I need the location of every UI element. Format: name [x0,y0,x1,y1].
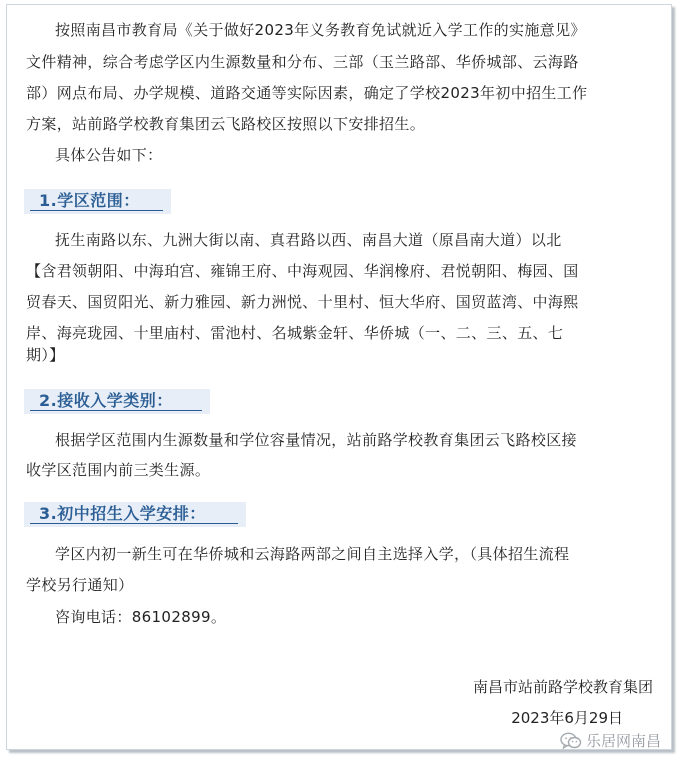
wechat-icon [560,732,582,750]
announcement-text: 具体公告如下： [55,146,163,164]
section-line: 根据学区范围内生源数量和学位容量情况，站前路学校教育集团云飞路校区接 [55,431,577,449]
section-line: 期）】 [26,346,65,364]
intro-line: 按照南昌市教育局《关于做好2023年义务教育免试就近入学工作的实施意见》 [55,21,586,39]
heading-underline [30,410,202,411]
section-heading-admission-category [24,389,210,414]
section-heading-label: 1.学区范围： [39,191,140,210]
section-line: 贸春天、国贸阳光、新力雅园、新力洲悦、十里村、恒大华府、国贸蓝湾、中海熙 [26,293,579,311]
intro-line: 文件精神，综合考虑学区内生源数量和分布、三部（玉兰路部、华侨城部、云海路 [26,53,579,71]
intro-line: 部）网点布局、办学规模、道路交通等实际因素，确定了学校2023年初中招生工作 [26,84,588,102]
footer-date: 2023年6月29日 [511,709,623,727]
watermark [560,730,661,751]
watermark-text: 乐居网南昌 [585,732,661,750]
section-line: 【含君领朝阳、中海珀宫、雍锦王府、中海观园、华润橡府、君悦朝阳、梅园、国 [26,262,579,280]
section-heading-school-district [24,189,171,214]
section-line: 收学区范围内前三类生源。 [26,461,211,479]
section-line: 学区内初一新生可在华侨城和云海路两部之间自主选择入学，（具体招生流程 [55,545,570,563]
section-heading-label: 3.初中招生入学安排： [39,504,206,523]
section-heading-enrollment-arrangement [24,502,246,527]
section-line: 抚生南路以东、九洲大街以南、真君路以西、南昌大道（原昌南大道）以北 [55,231,562,249]
intro-line: 方案，站前路学校教育集团云飞路校区按照以下安排招生。 [26,115,426,133]
contact-phone: 咨询电话：86102899。 [55,608,227,626]
section-line: 岸、海亮珑园、十里庙村、雷池村、名城紫金轩、华侨城（一、二、三、五、七 [26,324,564,342]
heading-underline [30,523,238,524]
heading-underline [30,210,163,211]
footer-organization: 南昌市站前路学校教育集团 [472,678,653,696]
section-heading-label: 2.接收入学类别： [39,391,173,410]
section-line: 学校另行通知） [26,576,134,594]
